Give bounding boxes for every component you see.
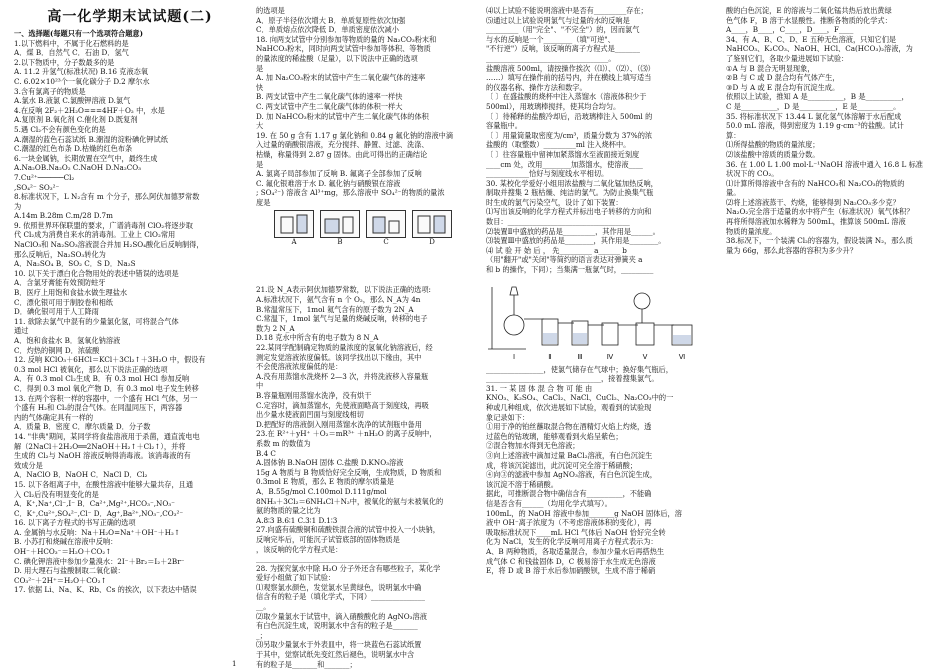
text-line: 代 Cl₂成为消费自来水的消毒剂。工业上 ClO₂常用 [14,230,176,240]
column-3-bottom-lines [486,365,718,576]
text-line: 15. 以下各组离子中，在酸性溶液中能够大量共存，且通 [14,479,194,489]
text-line: 反响完毕后，可能沉子试管底部的固体物质是 [256,534,400,544]
text-line: A．有 0.3 mol Cl₂生成 B．有 0.3 mol HCl 参加反响 [14,374,190,384]
text-line: D．碘化银可用于人工降雨 [14,307,99,317]
apparatus-label: Ⅵ [678,352,686,361]
column-4 [726,6,940,255]
text-line: C．得到 0.3 mol 氧化产物 D．有 0.3 mol 电子发生转移 [14,383,199,393]
text-line: 量为 66g，那么此容器的容积为多少升？ [726,245,858,255]
text-line: 系数 m 的数值为 [256,438,311,448]
text-line: OH⁻＋HCO₃⁻＝H₂O＋CO₂↑ [14,547,112,557]
text-line: 据此，可推断混合物中确信含有__________，不能确 [486,489,652,499]
text-line: C．漂化银可用于制胶卷和相纸 [14,297,113,307]
text-line: 量。 [726,188,741,198]
text-line: 再将所得溶液加水稀释为 500mL，推算该 500mL 溶液 [726,217,906,227]
text-line: 信含有的粒子是（填化学式，下同）_______________ [256,592,425,602]
column-2-top-lines [256,6,476,207]
text-line: 36. 在 1.00 L 1.00 mol·L⁻¹NaOH 溶液中通入 16.8 L 标准 [726,159,923,169]
text-line: C．单质熔点依次降低 D．单质密度依次减小 [256,25,399,35]
text-line: C. 6.02×10²³个一氧化碳分子 D.2 摩尔水 [14,76,150,86]
text-line: 不会使溶液浓度偏低的是： [256,362,343,372]
text-line: 状况下的 CO₂。 [726,169,779,179]
text-line: A．Na₂SO₄ B．SO₂ C．S D．Na₂S [14,259,136,269]
text-line: 9. 依照世界环保联盟的要求，广谱消毒剂 ClO₂将逐步取 [14,220,193,230]
text-line: 生成的 Cl₂与 NaOH 溶液反响得消毒液。该消毒液的有 [14,451,191,461]
text-line: ,SO₄²⁻ SO₃²⁻ [14,182,60,192]
page-number: 1 [232,660,237,668]
text-line: 通过 [14,326,29,336]
text-line: 为 [14,201,22,211]
text-line: 50.0 mL 溶液，得到密度为 1.19 g·cm⁻³的盐酸。试计 [726,121,904,131]
text-line: D.18 克水中所含有的电子数为 8 N_A [256,333,379,343]
text-line: 过蓝色的钴玻璃，能够观看到火焰呈紫色； [486,431,623,441]
text-line: 度是 [256,197,271,207]
text-line: 的仪器名称、操作方法和数字。 [486,82,587,92]
text-line: 出少量水使液面凹面与刻度线相切 [256,410,364,420]
figure-option-c [366,210,406,246]
text-line: 8.标准状况下，L N₂含有 m 个分子，那么阿伏加德罗常数 [14,192,200,202]
text-line: 爱好小组做了如下试验： [256,573,336,583]
text-line: ⑵该盐酸中溶质的质量分数。 [726,149,820,159]
text-line: ________________________________________________ [256,554,429,564]
text-line: ⑴写出该反响的化学方程式并标出电子转移的方向和 [486,207,652,217]
text-line: A.复原剂 B.氧化剂 C.催化剂 D.既复剂 [14,115,138,125]
text-line: ⑶另取少量氯水于外表皿中，将一块蓝色石蕊试纸置 [256,640,422,650]
column-4-lines [726,6,940,255]
text-line: 和 b 的操作，下同）；当集满一瓶氯气时，_________ [486,265,654,275]
text-line: A. 加 Na₂CO₃粉末的试管中产生二氧化碳气体的速率 [256,73,426,83]
text-line: B.4 C [256,448,276,458]
text-line: C.潮湿的红色布条 D.枯燥的红色布条 [14,144,133,154]
text-line: 该沉淀不溶于稀硝酸。 [486,479,558,489]
text-line: 象记录如下： [486,412,530,422]
text-line: 一、选择题(每题只有一个选项符合题意) [14,29,143,38]
beaker-diagram-d [413,211,451,237]
text-line: C 是__________，D 是__________，E 是__________。 [726,101,901,111]
text-line: 盐酸的（取整数）_________ml 注入烧杯中。 [486,140,631,150]
text-line: B.常温常压下，1mol 氦气含有的原子数为 2N_A [256,304,414,314]
text-line: A．B.55g/mol C.100mol D.111g/mol [256,486,387,496]
text-line: 12. 反响 KClO₃＋6HCl＝KCl＋3Cl₂↑＋3H₂O 中，假设有 [14,355,206,365]
text-line: KNO₃、K₂SO₄、CaCl₂、NaCl、CuCl₂、Na₂CO₃中的一 [486,393,674,403]
text-line: ……）填写在操作前的括号内，并在横线上填写适当 [486,73,652,83]
text-line: __________________________________。 [486,53,616,63]
text-line: 成，将该沉淀滤出，此沉淀可完全溶于稀硝酸； [486,460,637,470]
text-line: 28. 为探究氯水中除 H₂O 分子外还含有哪些粒子，某化学 [256,563,441,573]
text-line: A.固体钠 B.NaOH 固体 C.盐酸 D.KNO₃溶液 [256,458,404,468]
text-line: 枯燥，称量得到 2.87 g 固体。由此可得出的正确结论 [256,149,428,159]
text-line: A. 氯离子局部参加了反响 B. 氟离子全部参加了反响 [256,169,422,179]
apparatus-label: Ⅰ [512,352,516,361]
text-line: 依照以上试验，推知 A 是__________，B 是__________， [726,92,909,102]
text-line: 21.设 N_A表示阿伏加德罗常数，以下说法正确的选项: [256,285,431,295]
chlorine-apparatus-diagram [486,279,710,363]
text-line: 19. 在 50 g 含有 1.17 g 氯化钠和 0.84 g 氟化钠的溶液中滴 [256,130,454,140]
text-line: A．K⁺,Na⁺,Cl⁻,I⁻ B．Ca²⁺,Mg²⁺,HCO₃⁻,NO₃⁻ [14,499,175,509]
text-line: 的量浓度的稀盐酸（足量），以下说法中正确的选项 [256,53,418,63]
text-line: 大 [256,121,264,131]
text-line: 17. 依据 Li、Na、K、Rb、Cs 的挨次，以下表达中错误 [14,585,197,595]
beaker-diagram-c [367,211,405,237]
text-line: ⑵将上述溶液蒸干、灼烧，能够得到 Na₂CO₃多少克？ [726,197,900,207]
text-line: _； [256,630,267,640]
text-line: 液中 OH⁻离子浓度为（不考虑溶液体积的变化），再 [486,518,652,528]
text-line: ; SO₄²⁻) 溶液含 Al³⁺mg，那么溶液中 SO₄²⁻的物质的量浓 [256,188,445,198]
text-line: A.潮湿的蓝色石蕊试纸 B.潮湿的淀粉碘化钾试纸 [14,134,168,144]
text-line: ④向③的滤液中参加 AgNO₃溶液，有白色沉淀生成， [486,470,657,480]
text-line: 解（2NaCl＋2H₂O══2NaOH＋H₂↑＋Cl₂↑），并将 [14,441,186,451]
text-line: ⑴计算所得溶液中含有的 NaHCO₃和 Na₂CO₃的物质的 [726,178,905,188]
text-line: ________________________________，接着搜集氯气。 [486,374,659,384]
text-line: ________________，使氯气储存在气球中；换好集气瓶后， [486,364,673,374]
column-1 [14,6,246,595]
text-line: 27.向盛有硫酸铜和硫酸铁混合液的试管中投入一小块钠， [256,525,440,535]
text-line: 酸的白色沉淀，E 的溶液与二氧化锰共热后放出黄绿 [726,6,892,15]
text-line: 氨的物质的量之比为 [256,506,321,516]
text-line: C．灼热的铜网 D．浓硫酸 [14,345,100,355]
text-line: C.定容时，滴加蒸馏水，先使液面略高于刻度线，再吸 [256,400,429,410]
text-line: NaHCO₃、K₂CO₃、NaOH、HCl、Ca(HCO₃)₂溶液，为 [726,44,913,54]
text-line: A.没有用蒸馏水洗烧杯 2—3 次，并将洗液移入容量瓶 [256,371,429,381]
text-line: Na₂O₂完全溶于适量的水中将产生（标准状况）氧气体积？ [726,207,914,217]
text-line: ②混合物加水得到无色溶液； [486,441,580,451]
text-line: 5.遇 Cl₂不会有颜色变化的是 [14,124,106,134]
text-line: 与水的反响是一个________（填"可逆"、 [486,34,615,44]
text-line: 了鉴别它们，各取少量进展如下试验： [726,53,849,63]
text-line: C．K⁺,Cu²⁺,SO₄²⁻,Cl⁻ D．Ag⁺,Ba²⁺,NO₃⁻,CO₃²⁻ [14,508,184,518]
figure-label: B [337,237,343,246]
text-line: 〔 〕在盛盐酸的烧杯中注入蒸馏水（溶液体积少于 [486,92,647,102]
column-3-top-lines [486,6,718,275]
text-line: D. 加 NaHCO₃粉末的试管中产生二氧化碳气体的体积 [256,111,429,121]
text-line: 34、有 A、B、C、D、E 五种无色溶液，只知它们是 [726,34,897,44]
text-line: 31. 一 某 固 体 混 合 物 可 能 由 [486,383,593,393]
figure-label: C [383,237,389,246]
text-line: ③D 与 A 或 E 混合均有沉淀生成。 [726,82,840,92]
text-line: 成气体 C 和钱盐固体 D，C 极易溶于水生成无色溶液 [486,556,656,566]
text-line: CO₃²⁻＋2H⁺＝H₂O＋CO₂↑ [14,575,107,585]
figure-option-a [274,210,314,246]
text-line: 容量瓶中。 [486,121,522,131]
text-line: A．NaClO B．NaOH C．NaCl D．Cl₂ [14,470,148,480]
text-line: NaClO₃和 Na₂SO₃溶液混合并加 H₂SO₄酸化后反响制得， [14,240,204,250]
text-line: B. 小苏打和烧碱在溶液中反响： [14,537,118,547]
column-1-lines [14,29,246,595]
text-line: 3.含有氯离子的物质是 [14,86,86,96]
text-line: ①用于净的铂丝蘸取混合物在酒精灯火焰上灼烧，透 [486,422,652,432]
column-3 [486,6,718,576]
apparatus-label: Ⅴ [642,352,648,361]
text-line: 于其中，觉察试纸先变红然后褪色，说明氯水中含 [256,650,415,660]
text-line: C.常温下，1mol 氯气与足量的烧碱反响，转移的电子 [256,314,428,324]
text-line: 内的气体确定具有一样的 [14,412,94,422]
text-line: ____cm 处，改用________加蒸馏水，使溶液____ [486,159,643,169]
apparatus-label: Ⅲ [577,352,583,361]
text-line: 吸取标准状况下____mL HCl 气体后 NaOH 恰好完全转 [486,527,666,537]
text-line: _________（用"完全"、"不完全"）的，因而氯气 [486,25,640,35]
text-line: 30. 某校化学爱好小组用浓盐酸与二氧化锰加热反响， [486,178,658,188]
text-line: 35. 将标准状况下 13.44 L 氯化氢气体溶解于水后配成 [726,111,902,121]
text-line: 500ml），用玻璃棒搅拌，使其均合均匀。 [486,101,621,111]
text-line: A____，B____，C____，D____，F____ [726,25,854,35]
text-line: 是 [256,63,264,73]
text-line: __。 [256,602,271,612]
text-line: 100mL，的 NaOH 溶液中参加_______g NaOH 固体后，溶 [486,508,682,518]
text-line: ⑵装置Ⅱ中盛放的药品是_________，其作用是______。 [486,226,660,236]
text-line: A、B 两种物质，各取适量混合，参加少量水后再搭热生 [486,546,665,556]
text-line: 10. 以下关于漂白化合物用处的表述中错误的选项是 [14,268,179,278]
text-line: 入过量的硝酸银溶液，充分搅拌、静置、过滤、洗涤、 [256,140,429,150]
text-line: 〔 〕用量筒量取密度为/cm³，质量分数为 37%的浓 [486,130,653,140]
text-line: 有的粒子是_______和_______； [256,659,357,669]
text-line: C. 碘化钾溶液中参加少量溴水：2I⁻＋Br₂＝I₂＋2Br⁻ [14,556,185,566]
text-line: 色气体 F，B 溶于水显酸性。推断各物质的化学式： [726,15,892,25]
text-line: ⑷以上试验不能说明溶液中是否有_________存在； [486,6,648,15]
text-line: E，将 D 或 B 溶于水后参加硝酸钡，生成不溶于稀硝 [486,566,656,576]
text-line: 23.在 R²⁺＋yH⁺ ＋O₂＝mR³⁺ ＋nH₂O 的离子反响中， [256,429,437,439]
text-line: 16. 以下离子方程式的书写正确的选项 [14,518,136,528]
text-line: 11. 欲除去氯气中混有的少量氯化氢，可将混合气体 [14,316,179,326]
text-line: ⑴观察氯水颜色，发觉氯水呈黄绿色，说明氯水中确 [256,582,422,592]
apparatus-label: Ⅱ [548,352,552,361]
text-line: 中 [256,381,264,391]
text-line: A．质量 B．密度 C．摩尔质量 D．分子数 [14,422,151,432]
text-line: 盐酸溶液 500ml，请按操作挨次（⑴）、（⑵）、（⑶） [486,63,655,73]
text-line: 14. "非典"期间，某同学将食盐溶液用于杀菌，通直流电电 [14,431,200,441]
text-line: 效成分是 [14,460,43,470]
text-line: ____________恰好与刻度线水平相切。 [486,169,609,179]
text-line: A．含氯牙膏能有效预防蛀牙 [14,278,106,288]
text-line: A．饱和食盐水 B．氢氧化钠溶液 [14,336,121,345]
text-line: 0.3mol E 物质，那么 E 物质的摩尔质量是 [256,477,394,487]
beaker-diagram-a [275,211,313,237]
text-line: D. 用大理石与盐酸制取二氧化碳： [14,566,125,576]
text-line: 〔 〕往容量瓶中留神加紧蒸馏水至液面接近刻度 [486,149,640,159]
figure-label: A [291,237,297,246]
text-line: ①A 与 B 混合无明显现象， [726,63,815,73]
text-line: 入 Cl₂后没有明显变化的是 [14,489,99,499]
beaker-diagram-b [321,211,359,237]
text-line: B. 两支试管中产生二氧化碳气体的速率一样快 [256,92,403,102]
text-line: ⑴所得盐酸的物质的量浓度； [726,140,820,150]
text-line: 15g A 物质与 B 物质恰好完全反响，生成物质，D 物质和 [256,467,442,477]
figure-option-d [412,210,452,246]
text-line: A.8∶3 B.6∶1 C.3∶1 D.1∶3 [256,515,338,525]
text-line: 测定发觉溶液浓度偏低。该同学找出以下缘由，其中 [256,352,422,362]
figure-option-b [320,210,360,246]
text-line: 时生成的氯气污染空气，设计了如下装置： [486,197,623,207]
text-line: 的选项是 [256,6,285,15]
text-line: ③向上述溶液中滴加过量 BaCl₂溶液，有白色沉淀生 [486,450,653,460]
text-line: B．医疗上用饱和食盐水做生理盐水 [14,288,128,298]
text-line: "不行逆"）反响，该反响的离子方程式是_______ [486,44,640,54]
text-line: 种或几种组成，依次进展如下试验，观看到的试验现 [486,403,652,412]
figure-label: D [429,237,435,246]
page-title: 高一化学期末试试题(二) [47,9,213,25]
text-line: 18. 向两支试管中分别参加等物质的量的 Na₂CO₃粉末和 [256,34,437,44]
text-line: C. 两支试管中产生二氧化碳气体的体积一样大 [256,101,403,111]
text-line: 有白色沉淀生成，说明氯水中含有的粒子是_______ [256,621,418,631]
text-line: 算： [726,130,741,140]
text-line: B.容量瓶刚用蒸馏水洗净，没有烘干 [256,391,372,400]
column-2-bottom-lines [256,285,476,669]
text-line: ②B 与 C 或 D 混合均有气体产生， [726,73,840,83]
text-line: 个盛有 H₂和 Cl₂的混合气体。在同温同压下，两容器 [14,403,183,413]
text-line: 物质的量浓度。 [726,226,777,236]
text-line: A.氯水 B.液氯 C.氯酸钾溶液 D.氯气 [14,96,131,106]
text-line: 13. 在两个容积一样的容器中，一个盛有 HCl 气体，另一 [14,393,198,403]
text-line: C. 氟化银难溶于水 D. 氟化钠与硝酸银在溶液 [256,178,401,188]
text-line: 信是否含有______（均用化学式填写）。 [486,498,612,508]
text-line: D.把配好的溶液倒入刚用蒸馏水洗净的试剂瓶中备用 [256,419,422,429]
text-line: ⑷ 试 验 开 始 后 ， 先_________ a______ b [486,245,627,255]
text-line: NaHCO₃粉末，同时向两支试管中参加等体积、等物质 [256,44,431,54]
text-line: 数目：__________________________________ [486,217,630,227]
text-line: 化为 NaCl，发生的化学反响可用离子方程式表示为： [486,537,658,547]
text-line: 7.Cu²⁺──────Cl₂ [14,172,75,182]
text-line: ，该反响的化学方程式是： [256,544,343,554]
text-line: 1.以下燃料中，不属于化石燃料的是 [14,38,129,48]
text-line: 快 [256,82,264,92]
text-line: ⑵取少量氯水于试管中，滴入硝酸酸化的 AgNO₃溶液 [256,611,427,621]
text-line: 那么反响后，Na₂SO₃转化为 [14,249,106,259]
text-line: 2.以下物质中，分子数最多的是 [14,57,115,67]
text-line: A. 金属钠与水反响：Na＋H₂O=Na⁺＋OH⁻＋H₂↑ [14,527,180,537]
text-line: 6.一块金属钠，长期放置在空气中，最终生成 [14,153,158,163]
text-line: （用"翻开"或"关闭"等简约的语言表达对弹簧夹 a [486,255,643,265]
text-line: ⑶装置Ⅲ中盛放的药品是________，其作用是________。 [486,236,666,246]
text-line: 数为 2 N_A [256,323,295,333]
text-line: 4.在反响 2F₂＋2H₂O===4HF＋O₂ 中，水是 [14,105,165,115]
text-line: A．煤 B．自然气 C．石油 D．氢气 [14,48,129,58]
column-2 [256,6,476,669]
text-line: 制取并搜集 2 瓶枯燥、纯洁的氯气。为防止换集气瓶 [486,188,654,198]
text-line: A．原子半径依次增大 B．单质复原性依次加强 [256,15,406,25]
apparatus-label: Ⅳ [606,352,614,361]
text-line: 22.某同学配制确定物质的量浓度的氢氧化钠溶液后，经 [256,343,433,353]
text-line: 38.标况下，一个装满 Cl₂的容器为，假设装满 N₂，那么质 [726,236,913,246]
text-line: 0.3 mol HCl 被氧化，那么以下说法正确的选项 [14,364,168,374]
text-line: 〔 〕待稀释的盐酸冷却后，沿玻璃棒注入 500ml 的 [486,111,653,121]
text-line: A. 11.2 升氢气(标准状况) B.16 克液态氧 [14,67,149,77]
text-line: A.14m B.28m C.m/28 D.7m [14,211,113,221]
question-20-figures [274,210,450,282]
text-line: ⑸通过以上试验说明氯气与过量的水的反响是 [486,15,630,25]
text-line: A.标准状况下，氨气含有 n 个 O₂，那么 N_A为 4n [256,295,421,305]
text-line: A.Na₂OB.Na₂O₂ C.NaOH D.Na₂CO₃ [14,163,141,173]
text-line: 是 [256,159,264,169]
text-line: 8NH₃＋3Cl₂＝6NH₄Cl＋N₂中，被氧化的氨与未被氧化的 [256,496,444,506]
